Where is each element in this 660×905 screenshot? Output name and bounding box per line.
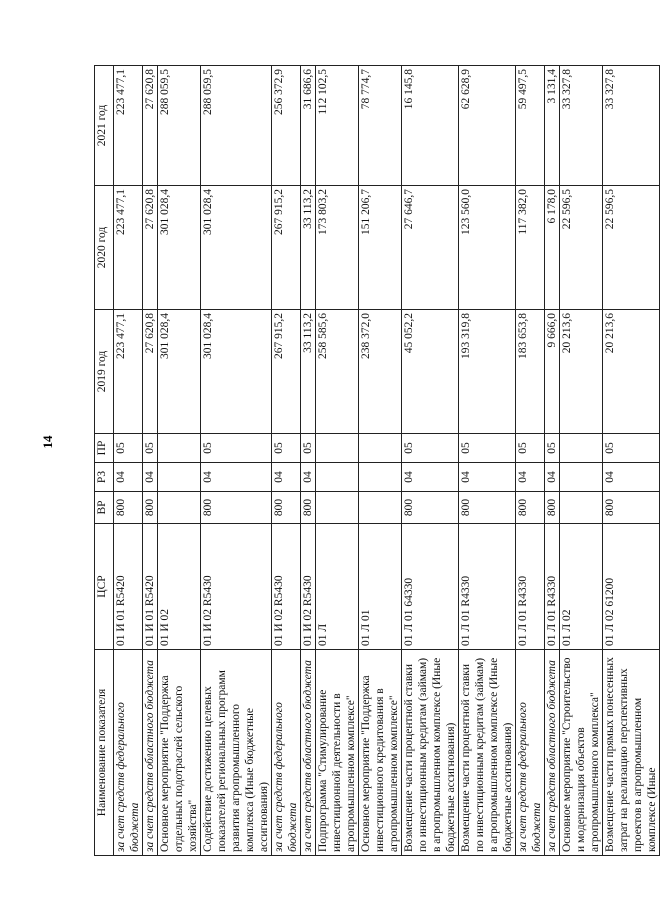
cell-rz: 04 [143, 463, 158, 492]
cell-2020: 151 206,7 [359, 186, 402, 310]
header-name: Наименование показателя [95, 650, 114, 856]
cell-name: Основное мероприятие "Поддержка отдельных подотраслей сельского хозяйства" [158, 650, 201, 856]
cell-2019: 193 319,8 [459, 310, 516, 434]
cell-2021: 78 774,7 [359, 66, 402, 186]
cell-2019: 27 620,8 [143, 310, 158, 434]
cell-csr: 01 И 02 [158, 524, 201, 650]
cell-vr: 800 [143, 492, 158, 524]
cell-2021: 256 372,9 [272, 66, 301, 186]
cell-csr: 01 Л 02 61200 [603, 524, 660, 650]
cell-pr [158, 434, 201, 463]
table-row [516, 66, 545, 856]
cell-rz [359, 463, 402, 492]
cell-vr [158, 492, 201, 524]
cell-2019: 183 653,8 [516, 310, 545, 434]
cell-csr: 01 Л 01 64330 [402, 524, 459, 650]
cell-2020: 123 560,0 [459, 186, 516, 310]
cell-csr: 01 Л 01 [359, 524, 402, 650]
cell-2020: 22 596,5 [603, 186, 660, 310]
cell-rz: 04 [516, 463, 545, 492]
cell-pr: 05 [272, 434, 301, 463]
cell-name: Основное мероприятие "Поддержка инвестиционного кредитования в агропромышленном комплексе" [359, 650, 402, 856]
cell-2019: 301 028,4 [201, 310, 272, 434]
cell-vr: 800 [301, 492, 316, 524]
table-row [402, 66, 459, 856]
cell-2019: 33 113,2 [301, 310, 316, 434]
cell-2021: 33 327,8 [603, 66, 660, 186]
cell-name: Подпрограмма "Стимулирование инвестиционной деятельности в агропромышленном комплексе" [316, 650, 359, 856]
cell-pr: 05 [603, 434, 660, 463]
cell-2019: 20 213,6 [560, 310, 603, 434]
cell-rz: 04 [545, 463, 560, 492]
table-row [143, 66, 158, 856]
header-pr: ПР [95, 434, 114, 463]
cell-vr [560, 492, 603, 524]
cell-2020: 301 028,4 [201, 186, 272, 310]
cell-pr: 05 [545, 434, 560, 463]
cell-2021: 112 102,5 [316, 66, 359, 186]
cell-2020: 27 646,7 [402, 186, 459, 310]
cell-csr: 01 Л [316, 524, 359, 650]
cell-2020: 267 915,2 [272, 186, 301, 310]
cell-name: за счет средств областного бюджета [143, 650, 158, 856]
cell-2020: 173 803,2 [316, 186, 359, 310]
cell-csr: 01 И 02 R5430 [301, 524, 316, 650]
table-row [158, 66, 201, 856]
cell-csr: 01 И 01 R5420 [114, 524, 143, 650]
cell-csr: 01 Л 02 [560, 524, 603, 650]
table-row [316, 66, 359, 856]
cell-rz: 04 [272, 463, 301, 492]
header-2019: 2019 год [95, 310, 114, 434]
cell-pr: 05 [201, 434, 272, 463]
cell-rz [560, 463, 603, 492]
cell-vr: 800 [516, 492, 545, 524]
cell-name: Возмещение части процентной ставки по инвестиционным кредитам (займам) в агропромышленном комплексе (Иные бюджетные ассигнования) [459, 650, 516, 856]
cell-2019: 45 052,2 [402, 310, 459, 434]
cell-2020: 22 596,5 [560, 186, 603, 310]
cell-2020: 6 178,0 [545, 186, 560, 310]
cell-2019: 9 666,0 [545, 310, 560, 434]
table-row [201, 66, 272, 856]
table-body [114, 66, 660, 856]
cell-2020: 27 620,8 [143, 186, 158, 310]
cell-name: за счет средств областного бюджета [301, 650, 316, 856]
cell-rz: 04 [459, 463, 516, 492]
cell-2021: 59 497,5 [516, 66, 545, 186]
cell-2019: 301 028,4 [158, 310, 201, 434]
cell-name: Возмещение части прямых понесенных затрат на реализацию перспективных проектов в агропромышленном комплексе (Иные [603, 650, 660, 856]
cell-csr: 01 И 02 R5430 [272, 524, 301, 650]
cell-2020: 301 028,4 [158, 186, 201, 310]
cell-vr: 800 [603, 492, 660, 524]
cell-pr: 05 [402, 434, 459, 463]
cell-vr [359, 492, 402, 524]
header-vr: ВР [95, 492, 114, 524]
cell-rz [316, 463, 359, 492]
header-2021: 2021 год [95, 66, 114, 186]
cell-pr: 05 [301, 434, 316, 463]
cell-rz: 04 [301, 463, 316, 492]
cell-vr: 800 [459, 492, 516, 524]
table-row [560, 66, 603, 856]
cell-name: Возмещение части процентной ставки по инвестиционным кредитам (займам) в агропромышленном комплексе (Иные бюджетные ассигнования) [402, 650, 459, 856]
cell-2021: 288 059,5 [201, 66, 272, 186]
header-rz: РЗ [95, 463, 114, 492]
cell-pr: 05 [459, 434, 516, 463]
cell-name: за счет средств федерального бюджета [516, 650, 545, 856]
cell-rz: 04 [201, 463, 272, 492]
cell-vr: 800 [402, 492, 459, 524]
table-row [272, 66, 301, 856]
cell-pr [316, 434, 359, 463]
cell-2021: 27 620,8 [143, 66, 158, 186]
cell-2021: 62 628,9 [459, 66, 516, 186]
cell-name: за счет средств федерального бюджета [114, 650, 143, 856]
cell-pr: 05 [114, 434, 143, 463]
cell-pr [359, 434, 402, 463]
cell-2020: 223 477,1 [114, 186, 143, 310]
cell-2019: 258 585,6 [316, 310, 359, 434]
cell-vr [316, 492, 359, 524]
table-row [459, 66, 516, 856]
cell-vr: 800 [114, 492, 143, 524]
cell-name: за счет средств областного бюджета [545, 650, 560, 856]
cell-2019: 267 915,2 [272, 310, 301, 434]
rotated-table-container [94, 66, 658, 856]
cell-2020: 117 382,0 [516, 186, 545, 310]
cell-2021: 223 477,1 [114, 66, 143, 186]
header-2020: 2020 год [95, 186, 114, 310]
cell-csr: 01 Л 01 R4330 [516, 524, 545, 650]
cell-rz: 04 [603, 463, 660, 492]
cell-vr: 800 [272, 492, 301, 524]
cell-name: Содействие достижению целевых показателей региональных программ развития агропромышленного комплекса (Иные бюджетные ассигнования) [201, 650, 272, 856]
cell-csr: 01 Л 01 R4330 [459, 524, 516, 650]
cell-2021: 288 059,5 [158, 66, 201, 186]
cell-2021: 16 145,8 [402, 66, 459, 186]
table-row [301, 66, 316, 856]
header-csr: ЦСР [95, 524, 114, 650]
cell-csr: 01 Л 01 R4330 [545, 524, 560, 650]
cell-name: за счет средств федерального бюджета [272, 650, 301, 856]
table-row [114, 66, 143, 856]
cell-pr [560, 434, 603, 463]
table-header-row [95, 66, 114, 856]
page-number: 14 [40, 435, 55, 449]
cell-rz [158, 463, 201, 492]
cell-csr: 01 И 02 R5430 [201, 524, 272, 650]
table-row [603, 66, 660, 856]
cell-name: Основное мероприятие "Строительство и модернизация объектов агропромышленного комплекса" [560, 650, 603, 856]
cell-pr: 05 [516, 434, 545, 463]
cell-rz: 04 [402, 463, 459, 492]
cell-2021: 31 686,6 [301, 66, 316, 186]
cell-pr: 05 [143, 434, 158, 463]
cell-2019: 238 372,0 [359, 310, 402, 434]
cell-vr: 800 [201, 492, 272, 524]
cell-vr: 800 [545, 492, 560, 524]
table-row [359, 66, 402, 856]
cell-csr: 01 И 01 R5420 [143, 524, 158, 650]
cell-2020: 33 113,2 [301, 186, 316, 310]
table-row [545, 66, 560, 856]
cell-rz: 04 [114, 463, 143, 492]
cell-2021: 33 327,8 [560, 66, 603, 186]
budget-table [94, 65, 660, 856]
cell-2019: 20 213,6 [603, 310, 660, 434]
cell-2021: 3 131,4 [545, 66, 560, 186]
cell-2019: 223 477,1 [114, 310, 143, 434]
